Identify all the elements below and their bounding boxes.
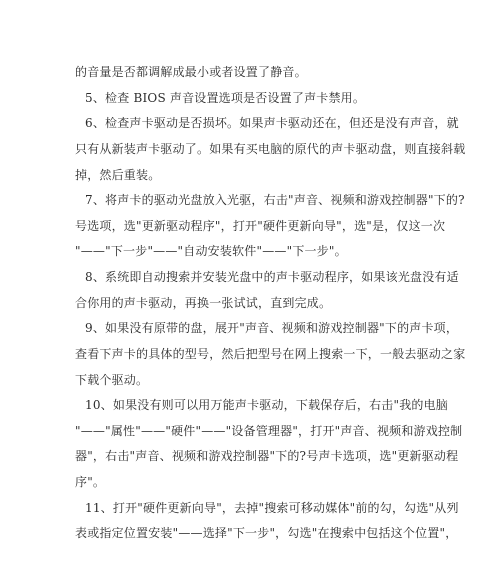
text-line: 11、打开"硬件更新向导"，去掉"搜索可移动媒体"前的勾，勾选"从列 [85,501,459,515]
text-line: 掉，然后重装。 [75,168,161,182]
text-line: "——"属性"——"硬件"——"设备管理器"，打开"声音、视频和游戏控制 [75,424,463,438]
text-line: 序"。 [75,475,106,489]
text-line: 6、检查声卡驱动是否损坏。如果声卡驱动还在，但还是没有声音，就 [85,116,459,130]
text-line: 9、如果没有原带的盘，展开"声音、视频和游戏控制器"下的声卡项， [85,321,459,335]
text-line: 8、系统即自动搜索并安装光盘中的声卡驱动程序，如果该光盘没有适 [85,270,459,284]
text-line: 表或指定位置安装"——选择"下一步"，勾选"在搜索中包括这个位置"， [75,526,458,540]
text-line: 合你用的声卡驱动，再换一张试试，直到完成。 [75,296,332,310]
text-line: 下载个驱动。 [75,373,149,387]
text-line: 只有从新装声卡驱动了。如果有买电脑的原代的声卡驱动盘，则直接斜载 [75,142,466,156]
text-line: 器"，右击"声音、视频和游戏控制器"下的?号声卡选项，选"更新驱动程 [75,449,459,463]
text-line: 查看下声卡的具体的型号，然后把型号在网上搜索一下，一般去驱动之家 [75,347,466,361]
text-line: 号选项，选"更新驱动程序"，打开"硬件更新向导"，选"是，仅这一次 [75,219,446,233]
text-line: 的音量是否都调解成最小或者设置了静音。 [75,65,307,79]
text-line: "——"下一步"——"自动安装软件"——"下一步"。 [75,244,347,258]
text-line: 5、检查 BIOS 声音设置选项是否设置了声卡禁用。 [85,91,366,105]
text-line: 10、如果没有则可以用万能声卡驱动，下载保存后，右击"我的电脑 [85,398,448,412]
text-line: 7、将声卡的驱动光盘放入光驱，右击"声音、视频和游戏控制器"下的? [85,193,465,207]
